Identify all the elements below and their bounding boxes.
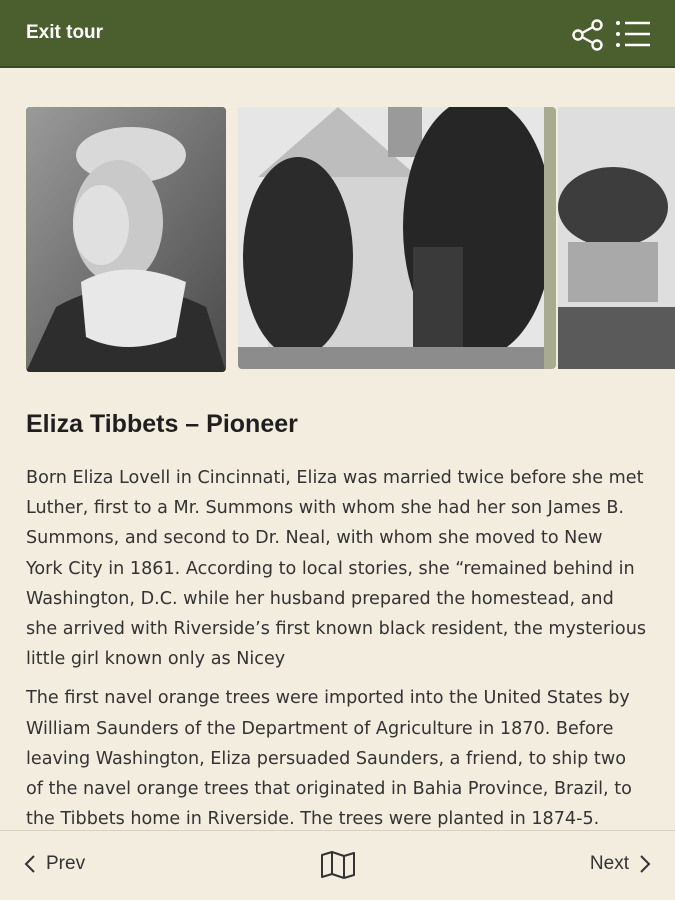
exit-tour-button[interactable]: Exit tour	[26, 22, 104, 43]
garden-photo[interactable]	[558, 107, 675, 369]
chevron-left-icon	[24, 854, 36, 874]
list-menu-icon[interactable]	[614, 18, 652, 50]
article-paragraph: Born Eliza Lovell in Cincinnati, Eliza was married twice before she met Luther, first to a Mr. Summons with whom she had her son James B. Summons, and second to Dr. Neal, with whom she moved to New York City in 1861. According to local stories, she “remained behind in Washington, D.C. while her husband prepared the homestead, and she arrived with Riverside’s first known black resident, the mysterious little girl known only as Nicey	[26, 468, 647, 670]
bottom-navigation-bar	[0, 830, 675, 900]
article-body	[26, 463, 656, 843]
top-bar	[0, 0, 675, 68]
next-button[interactable]	[590, 853, 651, 875]
map-icon[interactable]	[320, 851, 356, 879]
chevron-right-icon	[639, 854, 651, 874]
next-label: Next	[589, 853, 629, 874]
prev-button[interactable]	[24, 853, 85, 875]
photo-gallery[interactable]	[0, 107, 675, 373]
article-title: Eliza Tibbets – Pioneer	[26, 410, 298, 438]
prev-label: Prev	[46, 853, 86, 874]
portrait-photo[interactable]	[26, 107, 226, 372]
house-photo[interactable]	[238, 107, 556, 369]
article-paragraph: The first navel orange trees were imported into the United States by William Saunders of the Department of Agriculture in 1870. Before leaving Washington, Eliza persuaded Saunders, a friend, to ship two of the navel orange trees that originated in Bahia Province, Brazil, to the Tibbets home in Riverside. The trees were planted in 1874-5.	[26, 688, 632, 830]
share-icon[interactable]	[571, 18, 605, 52]
